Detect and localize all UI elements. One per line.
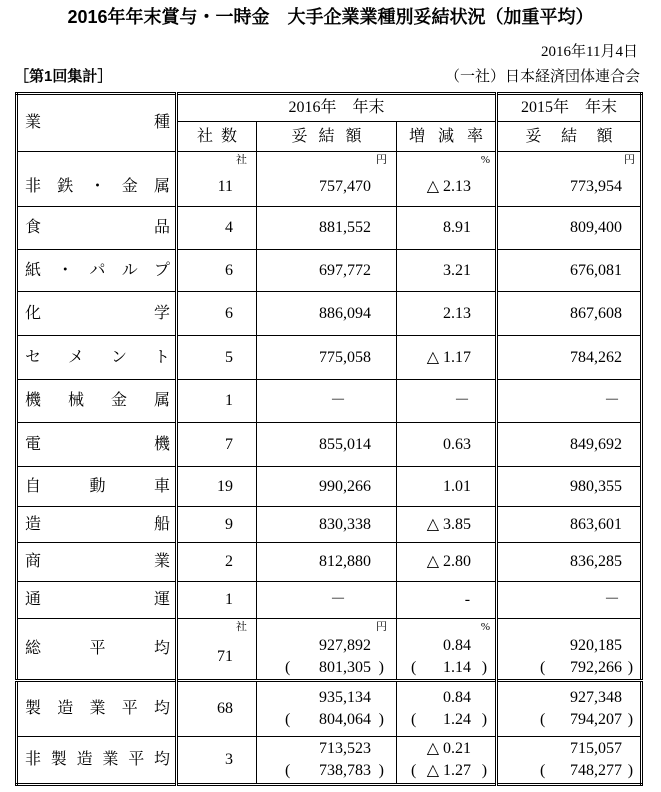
industry-cell bbox=[17, 737, 177, 785]
char: 額 bbox=[345, 127, 362, 145]
header-change-rate bbox=[397, 122, 497, 152]
char: ト bbox=[153, 348, 170, 366]
change-rate-cell bbox=[397, 250, 497, 292]
settlement-2016-cell bbox=[257, 152, 397, 207]
companies-count: 71 bbox=[217, 648, 233, 665]
char: 鉄 bbox=[57, 177, 74, 195]
char: 属 bbox=[153, 177, 170, 195]
char: 金 bbox=[121, 177, 138, 195]
change-rate-cell bbox=[397, 292, 497, 336]
settlement-2016: 881,552 bbox=[319, 219, 371, 236]
industry-name bbox=[25, 261, 170, 281]
char: ン bbox=[110, 348, 127, 366]
paren-open: ( bbox=[285, 762, 291, 779]
industry-name bbox=[25, 348, 170, 368]
settlement-2016-cell bbox=[257, 250, 397, 292]
industry-cell bbox=[17, 681, 177, 737]
header-companies bbox=[177, 122, 257, 152]
change-rate-cell bbox=[397, 207, 497, 250]
settlement-2015-paren-line bbox=[498, 657, 640, 679]
unit-label: 円 bbox=[376, 621, 387, 633]
companies-count: 11 bbox=[217, 177, 233, 195]
settlement-2016: 812,880 bbox=[319, 553, 371, 570]
table-row bbox=[17, 152, 642, 207]
settlement-2016-cell bbox=[257, 423, 397, 467]
paren-open: ( bbox=[411, 711, 417, 728]
change-rate-paren-line bbox=[397, 657, 495, 679]
header-year-2015: 2015年 年末 bbox=[497, 94, 642, 122]
char: 品 bbox=[153, 219, 170, 236]
companies-count-cell bbox=[177, 250, 257, 292]
change-rate: 8.91 bbox=[443, 219, 472, 236]
char: 学 bbox=[153, 304, 170, 322]
char: 造 bbox=[25, 515, 42, 533]
change-rate: △ 1.17 bbox=[426, 348, 472, 366]
change-rate-cell bbox=[397, 582, 497, 619]
table-row bbox=[17, 681, 642, 737]
char: 均 bbox=[153, 640, 170, 657]
paren-close: ) bbox=[378, 762, 384, 779]
industry-cell bbox=[17, 250, 177, 292]
settlement-2015: 773,954 bbox=[570, 177, 623, 195]
settlement-2015: 715,057 bbox=[570, 740, 623, 757]
char: 商 bbox=[25, 553, 42, 570]
settlement-2016-paren-value: 738,783 bbox=[319, 762, 371, 779]
companies-count: 9 bbox=[225, 515, 233, 533]
settlement-2016: 935,134 bbox=[319, 689, 371, 706]
settlement-2015-cell bbox=[497, 467, 642, 507]
change-rate: △ 3.85 bbox=[426, 515, 472, 533]
char: 金 bbox=[110, 392, 127, 409]
settlement-2015-cell bbox=[497, 292, 642, 336]
char: 電 bbox=[25, 435, 42, 453]
change-rate-cell bbox=[397, 507, 497, 543]
industry-name bbox=[25, 477, 170, 497]
settlement-2016: 713,523 bbox=[319, 740, 371, 757]
char: 業 bbox=[25, 114, 42, 131]
companies-count: 3 bbox=[225, 751, 233, 768]
tally-label: ［第1回集計］ bbox=[14, 68, 113, 85]
industry-name bbox=[25, 391, 170, 411]
change-rate-paren-value: 1.24 bbox=[443, 711, 472, 728]
paren-close: ) bbox=[481, 762, 488, 779]
companies-count-cell bbox=[177, 543, 257, 582]
paren-close: ) bbox=[378, 659, 384, 676]
unit-label: % bbox=[480, 154, 491, 166]
change-rate: 0.63 bbox=[443, 435, 472, 453]
char: 数 bbox=[220, 127, 237, 145]
char: 非 bbox=[25, 177, 42, 195]
settlement-2016-cell bbox=[257, 507, 397, 543]
industry-cell bbox=[17, 423, 177, 467]
char: 減 bbox=[437, 127, 454, 145]
settlement-2015: 676,081 bbox=[570, 261, 623, 279]
industry-name bbox=[25, 435, 170, 455]
char: 均 bbox=[153, 700, 170, 717]
table-row bbox=[17, 467, 642, 507]
char: 紙 bbox=[25, 261, 42, 279]
companies-count-cell bbox=[177, 152, 257, 207]
char: 社 bbox=[197, 127, 214, 145]
unit-label: 円 bbox=[376, 154, 387, 166]
settlement-2015: － bbox=[604, 591, 621, 608]
char: 業 bbox=[153, 553, 170, 570]
companies-count: 6 bbox=[225, 304, 233, 322]
change-rate-cell bbox=[397, 681, 497, 737]
change-rate: 3.21 bbox=[443, 261, 472, 279]
settlement-2016-cell bbox=[257, 292, 397, 336]
table-row bbox=[17, 292, 642, 336]
settlement-2016-cell bbox=[257, 207, 397, 250]
table-row bbox=[17, 380, 642, 423]
change-rate-paren-value: △ 1.27 bbox=[426, 762, 472, 779]
companies-count: 1 bbox=[225, 392, 233, 409]
char: 増 bbox=[409, 127, 426, 145]
settlement-2015-cell bbox=[497, 543, 642, 582]
paren-close: ) bbox=[627, 659, 634, 676]
change-rate: 0.84 bbox=[443, 689, 472, 706]
paren-open: ( bbox=[285, 711, 291, 728]
table-row bbox=[17, 207, 642, 250]
settlement-2015: 784,262 bbox=[570, 348, 623, 366]
change-rate: 1.01 bbox=[443, 477, 472, 495]
header-companies-label bbox=[197, 127, 237, 147]
settlement-2016-paren-value: 804,064 bbox=[319, 711, 371, 728]
change-rate-cell bbox=[397, 336, 497, 380]
companies-count-cell bbox=[177, 207, 257, 250]
settlement-2016-cell bbox=[257, 582, 397, 619]
change-rate-cell bbox=[397, 543, 497, 582]
header-industry-label bbox=[25, 113, 170, 133]
char: プ bbox=[153, 261, 170, 279]
char: 妥 bbox=[525, 127, 542, 145]
industry-name bbox=[25, 699, 170, 719]
settlement-2016: 927,892 bbox=[319, 637, 371, 654]
companies-count-cell bbox=[177, 681, 257, 737]
char: 非 bbox=[25, 751, 42, 768]
settlement-2016: 855,014 bbox=[319, 435, 371, 453]
settlement-2016: 775,058 bbox=[319, 348, 371, 366]
char: 機 bbox=[153, 435, 170, 453]
change-rate-paren-line bbox=[397, 709, 495, 731]
change-rate-paren-value: 1.14 bbox=[443, 659, 472, 676]
char: 業 bbox=[102, 751, 119, 768]
settlement-2016-cell bbox=[257, 336, 397, 380]
industry-name bbox=[25, 515, 170, 535]
char: 結 bbox=[561, 127, 578, 145]
industry-cell bbox=[17, 507, 177, 543]
paren-close: ) bbox=[481, 711, 488, 728]
settlement-2015-paren-value: 792,266 bbox=[570, 659, 623, 676]
unit-label: 社 bbox=[236, 621, 247, 633]
table-row bbox=[17, 543, 642, 582]
char: ・ bbox=[57, 261, 74, 279]
settlement-2016-cell bbox=[257, 380, 397, 423]
table-row bbox=[17, 737, 642, 785]
char: 結 bbox=[318, 127, 335, 145]
companies-count: 6 bbox=[225, 261, 233, 279]
header-settlement-2016-label bbox=[292, 127, 362, 147]
settlement-2015-cell bbox=[497, 507, 642, 543]
change-rate: - bbox=[464, 591, 471, 608]
companies-count: 68 bbox=[217, 700, 233, 717]
char: パ bbox=[89, 261, 106, 279]
report-date: 2016年11月4日 bbox=[541, 44, 638, 60]
header-year-2016: 2016年 年末 bbox=[177, 94, 497, 122]
change-rate-cell bbox=[397, 423, 497, 467]
char: 妥 bbox=[291, 127, 308, 145]
char: メ bbox=[67, 348, 84, 366]
char: 機 bbox=[25, 392, 42, 409]
char: 業 bbox=[89, 700, 106, 717]
industry-name bbox=[25, 590, 170, 610]
settlement-2016: 830,338 bbox=[319, 515, 371, 533]
paren-open: ( bbox=[411, 659, 417, 676]
settlement-2015-paren-value: 748,277 bbox=[570, 762, 623, 779]
change-rate: △ 0.21 bbox=[426, 740, 472, 757]
settlement-2016: 990,266 bbox=[319, 477, 371, 495]
char: 均 bbox=[153, 751, 170, 768]
paren-close: ) bbox=[481, 659, 488, 676]
unit-label: 円 bbox=[624, 154, 636, 166]
change-rate: 0.84 bbox=[443, 637, 472, 654]
settlement-2015-cell bbox=[497, 250, 642, 292]
settlement-2015-cell bbox=[497, 582, 642, 619]
companies-count: 1 bbox=[225, 591, 233, 608]
char: 属 bbox=[153, 392, 170, 409]
char: 平 bbox=[128, 751, 145, 768]
char: 化 bbox=[25, 304, 42, 322]
companies-count-cell bbox=[177, 507, 257, 543]
char: ル bbox=[121, 261, 138, 279]
settlement-2015: 927,348 bbox=[570, 689, 623, 706]
settlement-2015: 809,400 bbox=[570, 219, 623, 236]
char: 種 bbox=[153, 114, 170, 131]
char: ・ bbox=[89, 177, 106, 195]
settlement-2016-cell bbox=[257, 467, 397, 507]
char: 通 bbox=[25, 591, 42, 608]
settlement-2015: 863,601 bbox=[570, 515, 623, 533]
header-settlement-2016 bbox=[257, 122, 397, 152]
char: 運 bbox=[153, 591, 170, 608]
header-settlement-2015 bbox=[497, 122, 642, 152]
companies-count-cell bbox=[177, 336, 257, 380]
settlement-2015: 980,355 bbox=[570, 477, 623, 495]
change-rate: 2.13 bbox=[443, 304, 472, 322]
char: 総 bbox=[25, 640, 42, 657]
table-row bbox=[17, 336, 642, 380]
table-body bbox=[17, 152, 642, 785]
change-rate-cell bbox=[397, 152, 497, 207]
industry-cell bbox=[17, 582, 177, 619]
change-rate-paren-line bbox=[397, 760, 495, 782]
settlement-2016-cell bbox=[257, 619, 397, 681]
char: 造 bbox=[57, 700, 74, 717]
settlement-2016-paren-value: 801,305 bbox=[319, 659, 371, 676]
char: 額 bbox=[596, 127, 613, 145]
industry-name bbox=[25, 750, 170, 770]
settlement-2016: － bbox=[329, 392, 346, 409]
paren-open: ( bbox=[285, 659, 291, 676]
organization-name: （一社）日本経済団体連合会 bbox=[444, 69, 640, 85]
companies-count: 19 bbox=[217, 477, 233, 495]
settlement-2015-cell bbox=[497, 423, 642, 467]
settlement-2015-cell bbox=[497, 380, 642, 423]
paren-close: ) bbox=[627, 762, 634, 779]
industry-cell bbox=[17, 543, 177, 582]
settlement-2015: 920,185 bbox=[570, 637, 623, 654]
settlement-2015-cell bbox=[497, 152, 642, 207]
change-rate-cell bbox=[397, 467, 497, 507]
companies-count-cell bbox=[177, 292, 257, 336]
settlement-2016-cell bbox=[257, 737, 397, 785]
table-row bbox=[17, 423, 642, 467]
paren-open: ( bbox=[540, 762, 546, 779]
settlement-2015: － bbox=[604, 392, 621, 409]
change-rate: － bbox=[454, 392, 471, 409]
settlement-2015: 849,692 bbox=[570, 435, 623, 453]
settlement-2015-paren-line bbox=[498, 709, 640, 731]
paren-open: ( bbox=[411, 762, 417, 779]
companies-count-cell bbox=[177, 582, 257, 619]
char: 船 bbox=[153, 515, 170, 533]
paren-open: ( bbox=[540, 659, 546, 676]
companies-count-cell bbox=[177, 737, 257, 785]
settlement-2016: 757,470 bbox=[319, 177, 371, 195]
industry-name bbox=[25, 218, 170, 238]
settlement-2016: 886,094 bbox=[319, 304, 371, 322]
table-row bbox=[17, 250, 642, 292]
industry-name bbox=[25, 552, 170, 572]
char: 車 bbox=[153, 477, 170, 495]
settlement-2016-paren-line bbox=[257, 657, 396, 679]
settlement-2016-cell bbox=[257, 543, 397, 582]
header-change-rate-label bbox=[409, 127, 483, 147]
char: 平 bbox=[121, 700, 138, 717]
header-settlement-2015-label bbox=[526, 127, 613, 147]
companies-count: 5 bbox=[225, 348, 233, 366]
change-rate: △ 2.80 bbox=[426, 553, 472, 570]
companies-count: 4 bbox=[225, 219, 233, 236]
settlement-2016-paren-line bbox=[257, 760, 396, 782]
companies-count-cell bbox=[177, 380, 257, 423]
settlement-2015-cell bbox=[497, 737, 642, 785]
settlement-2015-cell bbox=[497, 681, 642, 737]
table-row bbox=[17, 582, 642, 619]
companies-count-cell bbox=[177, 619, 257, 681]
industry-cell bbox=[17, 207, 177, 250]
paren-open: ( bbox=[540, 711, 546, 728]
industry-cell bbox=[17, 336, 177, 380]
results-table bbox=[15, 92, 643, 786]
industry-cell bbox=[17, 467, 177, 507]
companies-count: 2 bbox=[225, 553, 233, 570]
industry-cell bbox=[17, 292, 177, 336]
settlement-2016: － bbox=[329, 591, 346, 608]
header-industry bbox=[17, 94, 177, 152]
settlement-2015-paren-value: 794,207 bbox=[570, 711, 623, 728]
change-rate: △ 2.13 bbox=[426, 177, 472, 195]
settlement-2016-paren-line bbox=[257, 709, 396, 731]
table-row bbox=[17, 507, 642, 543]
char: 製 bbox=[50, 751, 67, 768]
char: 械 bbox=[67, 392, 84, 409]
char: 食 bbox=[25, 219, 42, 236]
unit-label: % bbox=[480, 621, 491, 633]
paren-close: ) bbox=[378, 711, 384, 728]
companies-count-cell bbox=[177, 423, 257, 467]
paren-close: ) bbox=[627, 711, 634, 728]
companies-count-cell bbox=[177, 467, 257, 507]
unit-label: 社 bbox=[236, 154, 247, 166]
change-rate-cell bbox=[397, 380, 497, 423]
industry-name bbox=[25, 639, 170, 659]
char: 平 bbox=[89, 640, 106, 657]
change-rate-cell bbox=[397, 619, 497, 681]
header-row-years bbox=[17, 94, 642, 122]
industry-cell bbox=[17, 152, 177, 207]
settlement-2015: 836,285 bbox=[570, 553, 623, 570]
industry-cell bbox=[17, 380, 177, 423]
companies-count: 7 bbox=[225, 435, 233, 453]
settlement-2015-cell bbox=[497, 207, 642, 250]
table-row bbox=[17, 619, 642, 681]
settlement-2015-paren-line bbox=[498, 760, 640, 782]
industry-name bbox=[25, 304, 170, 324]
char: 製 bbox=[25, 700, 42, 717]
char: セ bbox=[25, 348, 42, 366]
settlement-2015-cell bbox=[497, 336, 642, 380]
char: 造 bbox=[76, 751, 93, 768]
settlement-2015-cell bbox=[497, 619, 642, 681]
char: 動 bbox=[89, 477, 106, 495]
page-title: 2016年年末賞与・一時金 大手企業業種別妥結状況（加重平均） bbox=[67, 7, 594, 27]
settlement-2016-cell bbox=[257, 681, 397, 737]
char: 自 bbox=[25, 477, 42, 495]
settlement-2016: 697,772 bbox=[319, 261, 371, 279]
industry-cell bbox=[17, 619, 177, 681]
change-rate-cell bbox=[397, 737, 497, 785]
industry-name bbox=[25, 177, 170, 197]
table-header bbox=[17, 94, 642, 152]
settlement-2015: 867,608 bbox=[570, 304, 623, 322]
char: 率 bbox=[466, 127, 483, 145]
